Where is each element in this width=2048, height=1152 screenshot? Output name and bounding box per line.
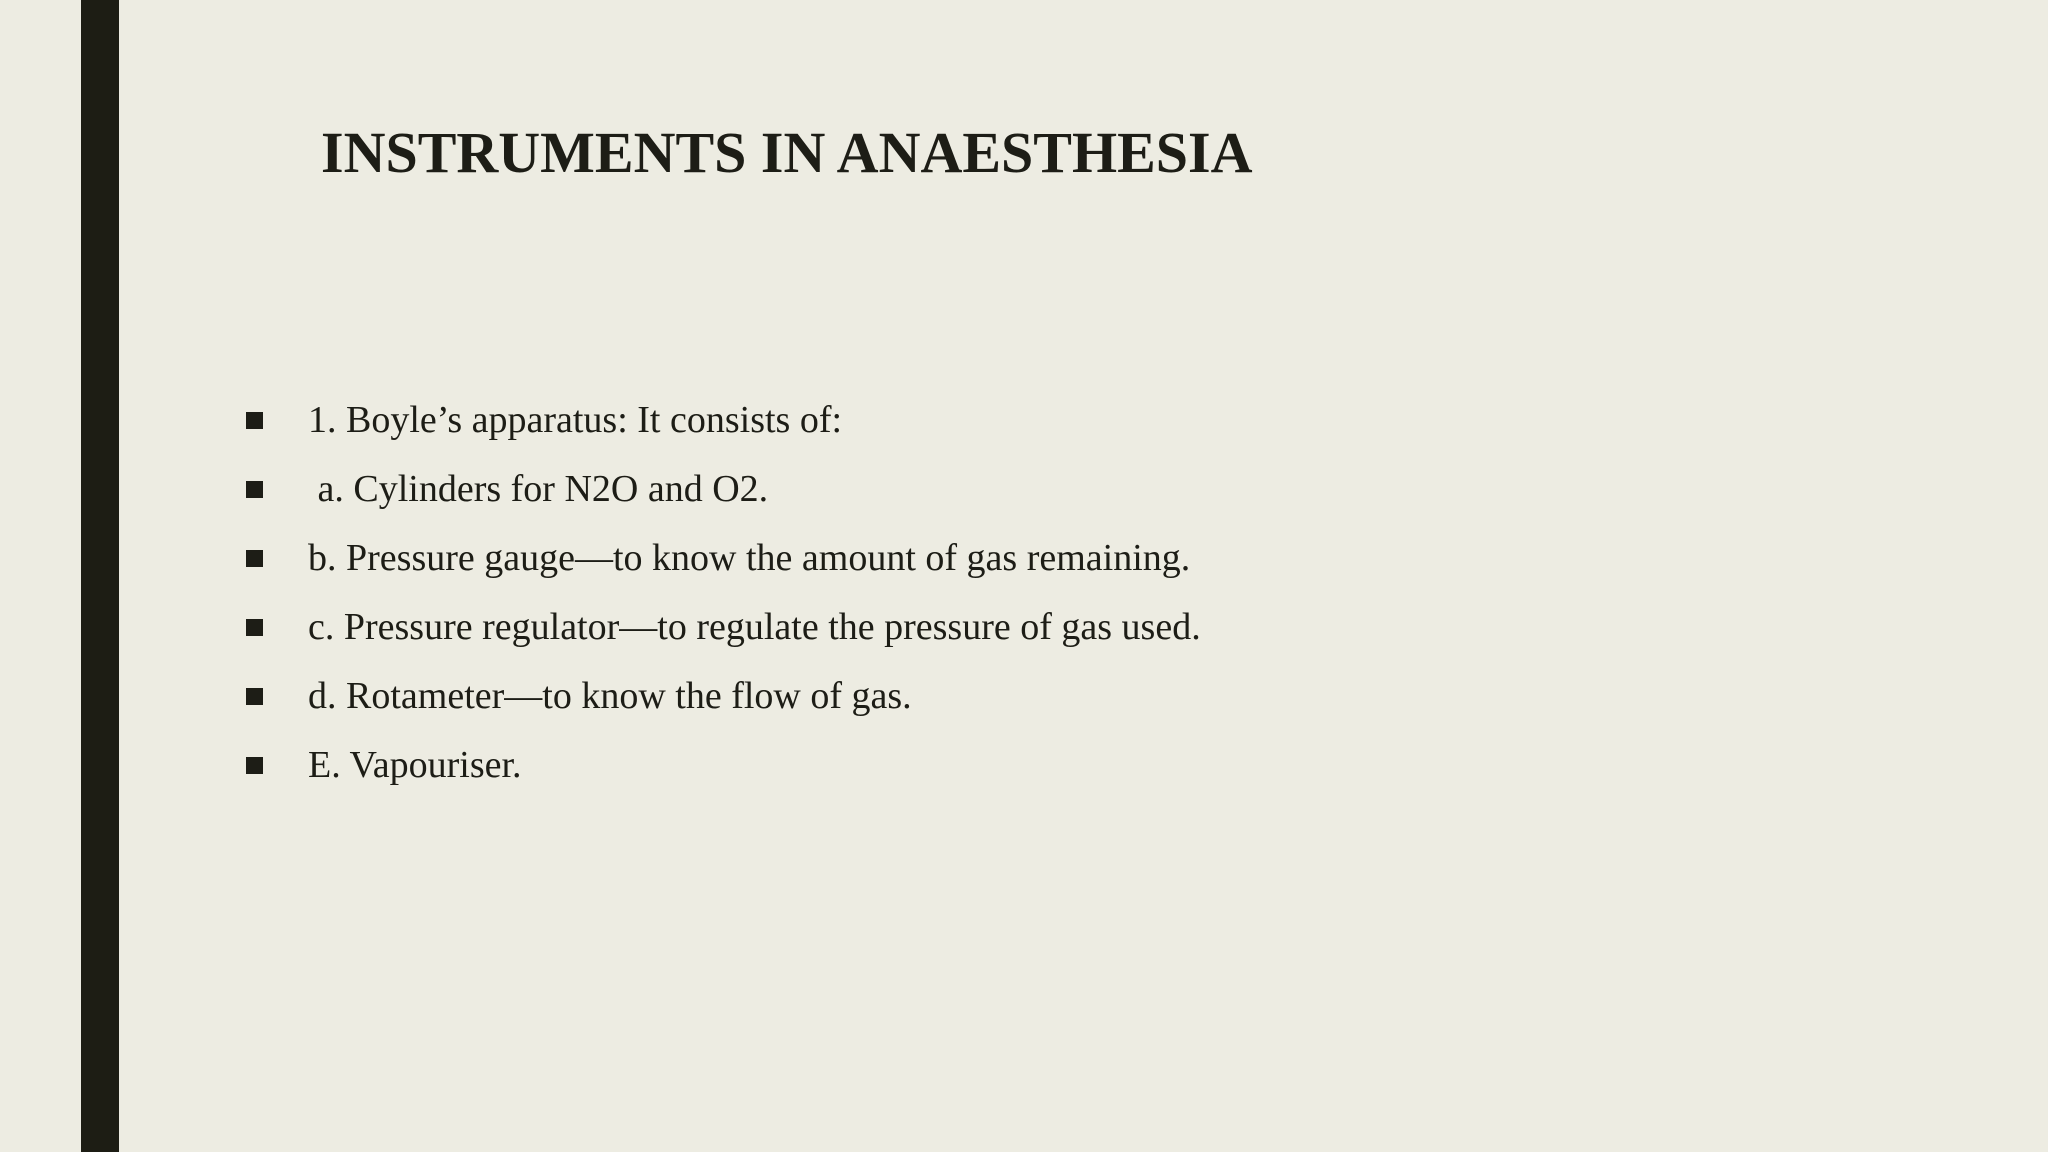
list-item <box>246 731 1201 800</box>
list-item <box>246 662 1201 731</box>
square-bullet-icon <box>246 757 263 774</box>
bullet-list <box>246 386 1201 800</box>
square-bullet-icon <box>246 550 263 567</box>
square-bullet-icon <box>246 688 263 705</box>
square-bullet-icon <box>246 412 263 429</box>
bullet-text: b. Pressure gauge—to know the amount of gas remaining. <box>308 537 1191 579</box>
bullet-text: a. Cylinders for N2O and O2. <box>308 468 769 510</box>
accent-side-bar <box>81 0 119 1152</box>
list-item <box>246 524 1201 593</box>
bullet-text: d. Rotameter—to know the flow of gas. <box>308 675 912 717</box>
bullet-text: 1. Boyle’s apparatus: It consists of: <box>308 399 843 441</box>
list-item <box>246 593 1201 662</box>
square-bullet-icon <box>246 481 263 498</box>
list-item <box>246 386 1201 455</box>
bullet-text: c. Pressure regulator—to regulate the pressure of gas used. <box>308 606 1201 648</box>
slide-title: INSTRUMENTS IN ANAESTHESIA <box>321 120 1253 185</box>
list-item <box>246 455 1201 524</box>
square-bullet-icon <box>246 619 263 636</box>
bullet-text: E. Vapouriser. <box>308 744 522 786</box>
